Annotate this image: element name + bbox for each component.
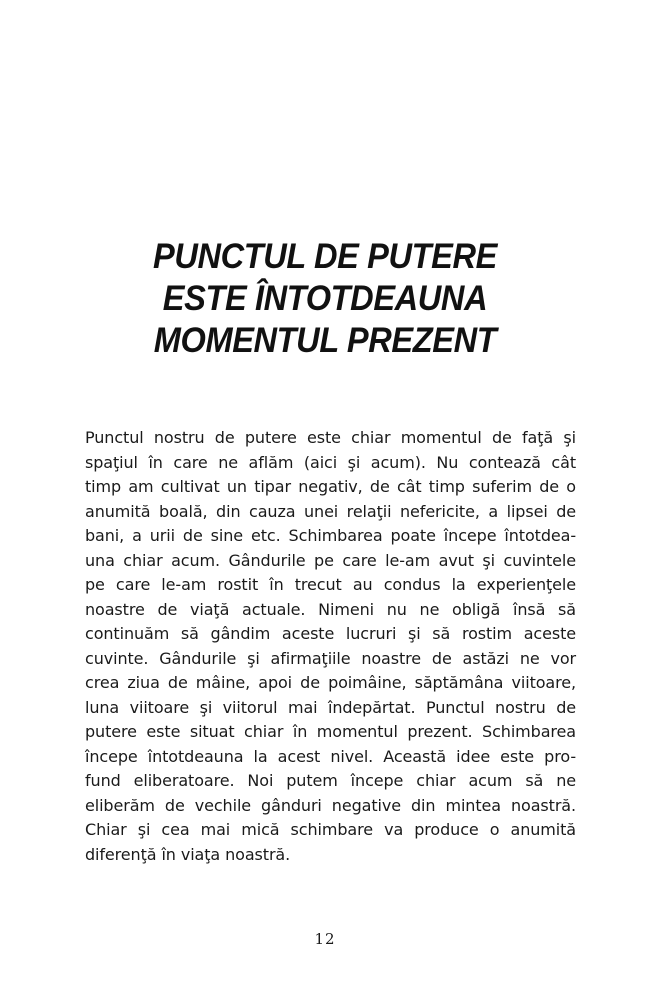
paragraph-line: una chiar acum. Gândurile pe care le-am avut şi cuvintele — [85, 550, 576, 570]
paragraph-line: continuăm să gândim aceste lucruri şi să rostim aceste — [85, 624, 576, 643]
chapter-title-line: ESTE ÎNTOTDEAUNA — [162, 279, 488, 318]
page-number: 12 — [314, 930, 336, 948]
paragraph-line: eliberăm de vechile gânduri negative din mintea noastră. — [85, 795, 576, 815]
paragraph-line: începe întotdeauna la acest nivel. Această idee este pro- — [85, 746, 576, 766]
chapter-title-line: PUNCTUL DE PUTERE — [153, 237, 497, 276]
paragraph-line: Punctul nostru de putere este chiar momentul de faţă şi — [85, 428, 576, 447]
paragraph-line: bani, a urii de sine etc. Schimbarea poate începe întotdea- — [85, 526, 576, 545]
paragraph-line: pe care le-am rostit în trecut au condus la experienţele — [85, 575, 576, 594]
paragraph-line: noastre de viaţă actuale. Nimeni nu ne obligă însă să — [85, 599, 576, 619]
paragraph-line: luna viitoare şi viitorul mai îndepărtat. Punctul nostru de — [85, 697, 576, 717]
paragraph-line: Chiar şi cea mai mică schimbare va produce o anumită — [85, 820, 576, 839]
chapter-title — [60, 236, 590, 362]
paragraph-line: crea ziua de mâine, apoi de poimâine, săptămâna viitoare, — [85, 673, 576, 692]
paragraph-line: timp am cultivat un tipar negativ, de cât timp suferim de o — [85, 477, 576, 496]
paragraph-line: spaţiul în care ne aflăm (aici şi acum). Nu contează cât — [85, 452, 576, 472]
body-paragraph — [85, 426, 576, 867]
paragraph-line: putere este situat chiar în momentul prezent. Schimbarea — [85, 722, 576, 741]
paragraph-line: diferenţă în viaţa noastră. — [85, 844, 291, 864]
paragraph-line: anumită boală, din cauza unei relaţii nefericite, a lipsei de — [85, 501, 576, 521]
paragraph-line: fund eliberatoare. Noi putem începe chiar acum să ne — [85, 771, 576, 790]
paragraph-line: cuvinte. Gândurile şi afirmaţiile noastre de astăzi ne vor — [85, 648, 576, 668]
chapter-title-line: MOMENTUL PREZENT — [153, 321, 497, 360]
